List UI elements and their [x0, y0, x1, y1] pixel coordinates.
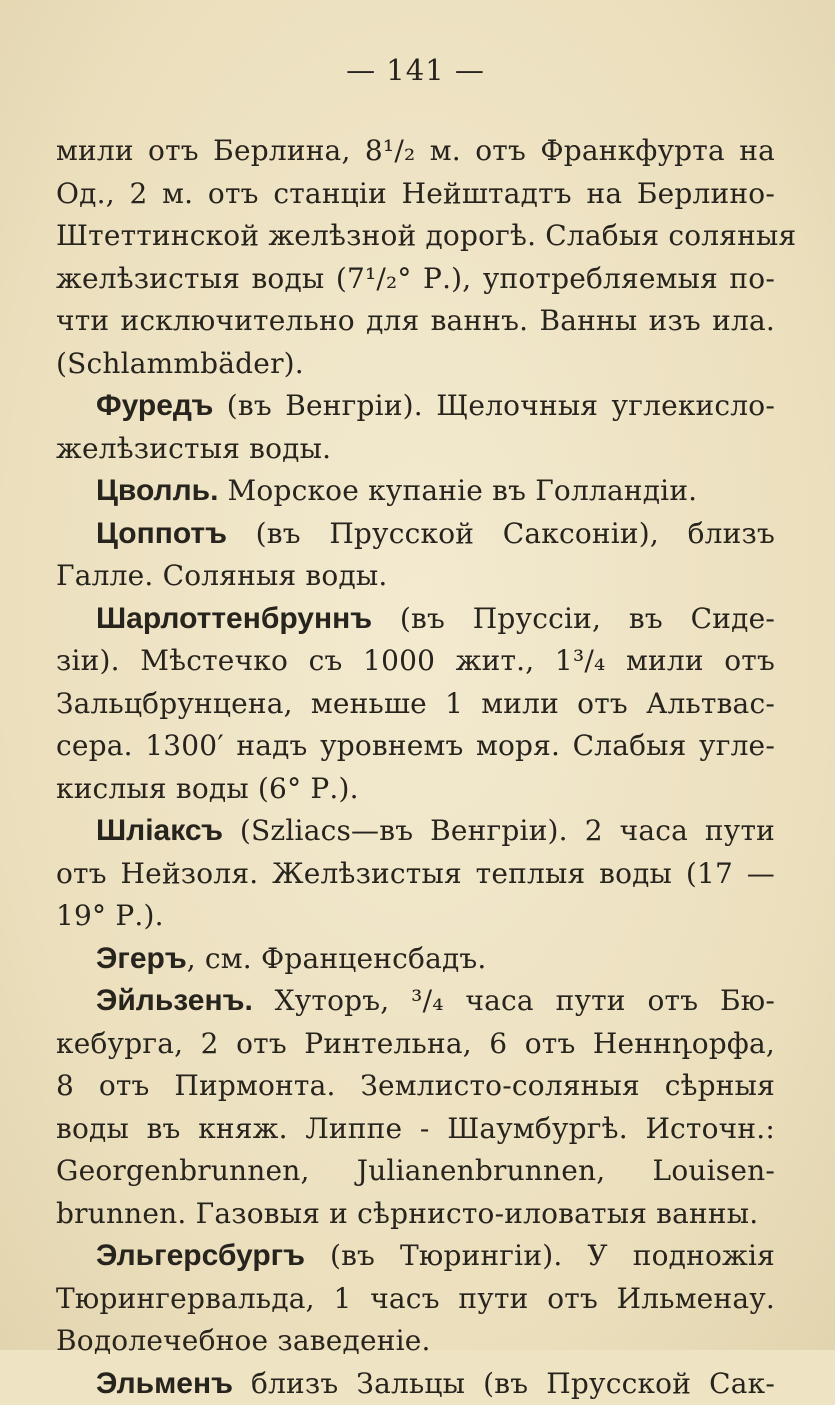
entry-text: 8 отъ Пирмонта. Землисто-соляныя сѣрныя — [56, 1069, 775, 1102]
text-line — [56, 470, 775, 513]
entry-text: чти исключительно для ваннъ. Ванны изъ ила. — [56, 304, 775, 337]
text-line — [56, 173, 775, 216]
text-line — [56, 1150, 775, 1193]
entry-text: (Szliacs—въ Венгріи). 2 часа пути — [223, 814, 775, 847]
text-line — [56, 980, 775, 1023]
text-line — [56, 555, 775, 598]
text-line — [56, 1235, 775, 1278]
text-line — [56, 640, 775, 683]
text-line — [56, 1023, 775, 1066]
entry-heading: Шліаксъ — [96, 814, 223, 847]
entry-text: мили отъ Берлина, 8¹/₂ м. отъ Франкфурта на — [56, 134, 775, 167]
text-line — [56, 598, 775, 641]
text-line — [56, 768, 775, 811]
text-line — [56, 1065, 775, 1108]
entry-text: (Schlammbäder). — [56, 347, 304, 380]
text-line — [56, 810, 775, 853]
entry-text: воды въ княж. Липпе - Шаумбургѣ. Источн.: — [56, 1112, 775, 1145]
text-line — [56, 683, 775, 726]
entry-text: Галле. Соляныя воды. — [56, 559, 387, 592]
entry-text: (въ Тюрингіи). У подножія — [305, 1239, 775, 1272]
text-line — [56, 1193, 775, 1236]
text-line — [56, 130, 775, 173]
entry-text: Тюрингервальда, 1 часъ пути отъ Ильменау. — [56, 1282, 775, 1315]
entry-text: Хуторъ, ³/₄ часа пути отъ Бю- — [253, 984, 775, 1017]
entry-text: 19° Р.). — [56, 899, 164, 932]
text-line — [56, 343, 775, 386]
text-line — [56, 258, 775, 301]
text-line — [56, 853, 775, 896]
text-line — [56, 725, 775, 768]
entry-text: желѣзистыя воды (7¹/₂° Р.), употребляемыя по- — [56, 262, 775, 295]
entry-text: кислыя воды (6° Р.). — [56, 772, 359, 805]
entry-text: зіи). Мѣстечко съ 1000 жит., 1³/₄ мили отъ — [56, 644, 775, 677]
text-line — [56, 385, 775, 428]
entry-text: (въ Пруссіи, въ Сиде- — [372, 602, 775, 635]
entry-text: кебурга, 2 отъ Ринтельна, 6 отъ Неннդорфа, — [56, 1027, 775, 1060]
entry-text: brunnen. Газовыя и сѣрнисто-иловатыя ванны. — [56, 1197, 758, 1230]
text-line — [56, 1278, 775, 1321]
text-line — [56, 1363, 775, 1405]
text-line — [56, 895, 775, 938]
entry-text: Зальцбрунцена, меньше 1 мили отъ Альтвас- — [56, 687, 775, 720]
entry-text: Штеттинской желѣзной дорогѣ. Слабыя соляныя — [56, 219, 796, 252]
entry-text: Морское купаніе въ Голландіи. — [218, 474, 697, 507]
entry-text: сера. 1300′ надъ уровнемъ моря. Слабыя угле- — [56, 729, 775, 762]
entry-heading: Эльменъ — [96, 1367, 233, 1400]
entry-text: (въ Венгріи). Щелочныя углекисло- — [213, 389, 775, 422]
entry-text: Водолечебное заведеніе. — [56, 1324, 431, 1357]
entry-heading: Эйльзенъ. — [96, 984, 253, 1017]
text-line — [56, 1108, 775, 1151]
entry-text: Од., 2 м. отъ станціи Нейштадтъ на Берлино- — [56, 177, 775, 210]
text-line — [56, 428, 775, 471]
text-line — [56, 513, 775, 556]
entry-text: близъ Зальцы (въ Прусской Сак- — [233, 1367, 775, 1400]
entry-heading: Шарлоттенбруннъ — [96, 602, 372, 635]
text-line — [56, 938, 775, 981]
text-line — [56, 215, 775, 258]
entry-text: , см. Франценсбадъ. — [187, 942, 487, 975]
entry-heading: Цволль. — [96, 474, 218, 507]
text-line — [56, 300, 775, 343]
text-line — [56, 1320, 775, 1363]
entry-text: отъ Нейзоля. Желѣзистыя теплыя воды (17 — — [56, 857, 775, 890]
entry-heading: Эльгерсбургъ — [96, 1239, 305, 1272]
entry-heading: Цоппотъ — [96, 517, 227, 550]
entry-heading: Эгеръ — [96, 942, 187, 975]
page-number: — 141 — — [56, 52, 775, 88]
entries-text — [56, 130, 775, 1405]
entry-text: желѣзистыя воды. — [56, 432, 331, 465]
entry-heading: Фуредъ — [96, 389, 213, 422]
entry-text: Georgenbrunnen, Julianenbrunnen, Louisen- — [56, 1154, 775, 1187]
entry-text: (въ Прусской Саксоніи), близъ — [227, 517, 775, 550]
